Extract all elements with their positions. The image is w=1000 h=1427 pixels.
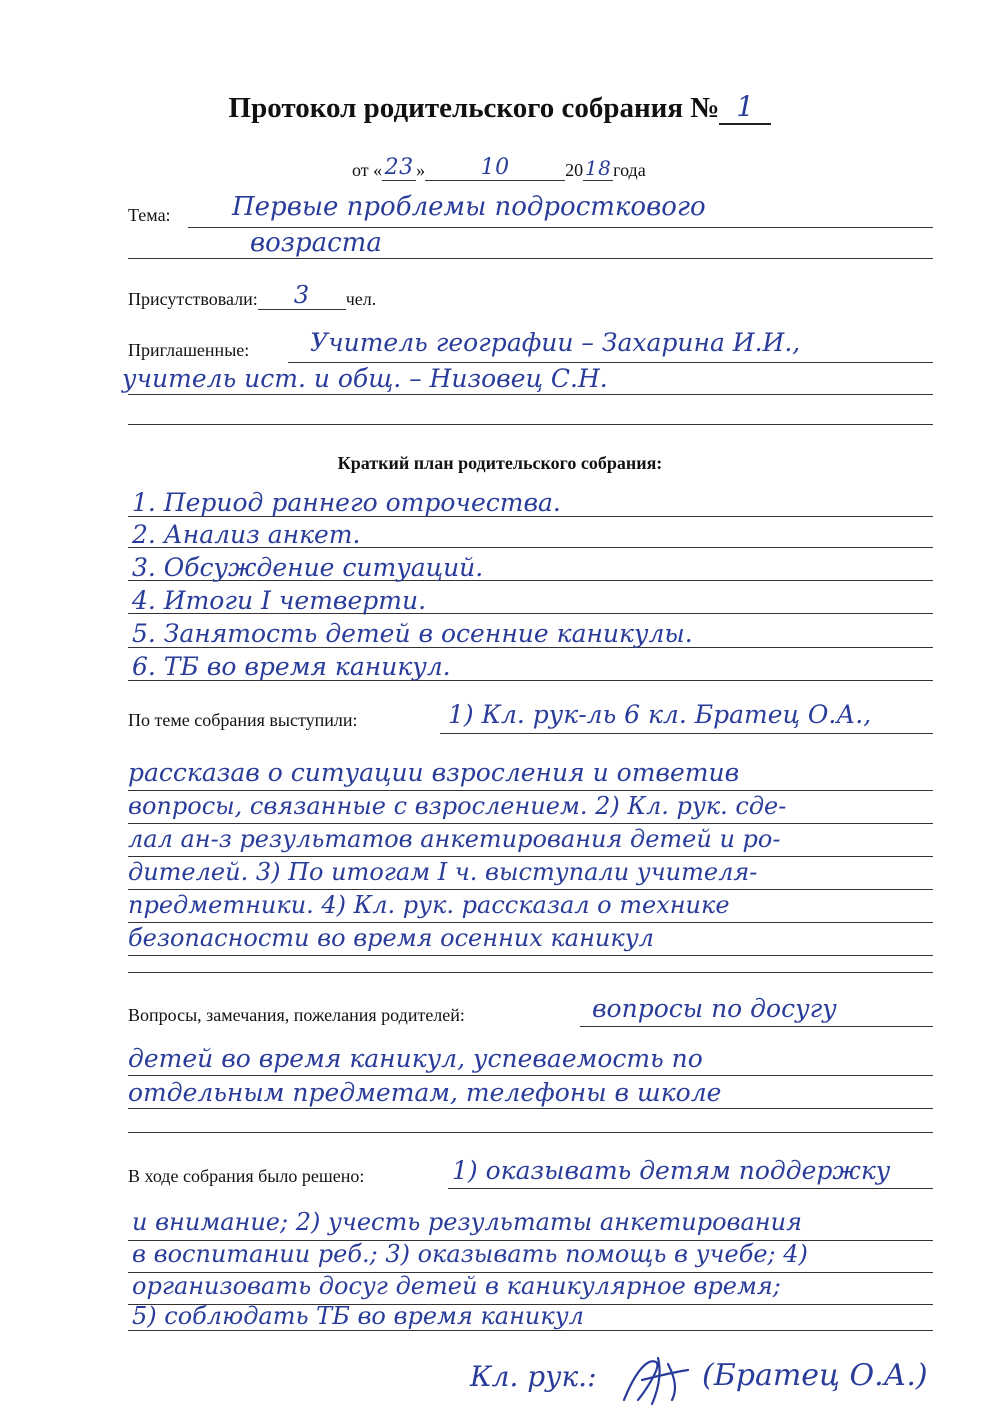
speakers-line: рассказав о ситуации взросления и ответив: [128, 758, 740, 787]
questions-line: вопросы по досугу: [592, 994, 837, 1023]
signature-mark: [618, 1350, 698, 1410]
plan-heading: Краткий план родительского собрания:: [337, 453, 663, 473]
topic-line-1: Первые проблемы подросткового: [232, 192, 706, 222]
year-word: года: [613, 160, 646, 180]
plan-item: 1. Период раннего отрочества.: [132, 488, 561, 517]
plan-item: 6. ТБ во время каникул.: [132, 652, 451, 681]
plan-item: 3. Обсуждение ситуаций.: [132, 553, 484, 582]
speakers-line: лал ан-з результатов анкетирования детей и ро-: [128, 825, 781, 853]
speakers-line: предметники. 4) Кл. рук. рассказал о технике: [128, 891, 730, 919]
present-field: [258, 281, 346, 310]
present-value: 3: [293, 281, 310, 309]
decision-line: 5) соблюдать ТБ во время каникул: [132, 1302, 584, 1330]
date-row: [352, 155, 646, 181]
year-value: 18: [584, 156, 612, 180]
questions-line: отдельным предметам, телефоны в школе: [128, 1078, 722, 1107]
decision-line: в воспитании реб.; 3) оказывать помощь в учебе; 4): [132, 1240, 808, 1268]
speakers-line: безопасности во время осенних каникул: [128, 924, 654, 952]
topic-line-2: возраста: [250, 228, 382, 258]
speakers-line: дителей. 3) По итогам I ч. выступали учителя-: [128, 858, 758, 886]
questions-line: детей во время каникул, успеваемость по: [128, 1044, 703, 1073]
decision-line: 1) оказывать детям поддержку: [452, 1156, 891, 1185]
topic-label: Тема:: [128, 205, 171, 225]
invited-line-1: Учитель географии – Захарина И.И.,: [310, 328, 801, 357]
signature-name: (Братец О.А.): [702, 1358, 928, 1393]
invited-line-2: учитель ист. и общ. – Низовец С.Н.: [122, 364, 608, 393]
month-field: [425, 155, 565, 181]
plan-item: 4. Итоги I четверти.: [132, 586, 427, 615]
month-value: 10: [480, 155, 510, 180]
date-close-quote: »: [416, 160, 426, 180]
questions-label: Вопросы, замечания, пожелания родителей:: [128, 1005, 465, 1025]
decision-line: и внимание; 2) учесть результаты анкетирования: [132, 1208, 802, 1236]
day-value: 23: [384, 155, 414, 180]
year-field: [583, 158, 613, 181]
signature-label: Кл. рук.:: [470, 1360, 597, 1393]
plan-item: 5. Занятость детей в осенние каникулы.: [132, 619, 693, 648]
protocol-number-field: [719, 90, 771, 125]
title-text: Протокол родительского собрания №: [228, 92, 720, 124]
plan-item: 2. Анализ анкет.: [132, 520, 361, 549]
year-prefix: 20: [565, 160, 584, 180]
present-label: Присутствовали:: [128, 289, 258, 309]
present-unit: чел.: [345, 289, 377, 309]
present-row: [128, 281, 377, 310]
day-field: [382, 155, 416, 181]
speakers-label: По теме собрания выступили:: [128, 710, 358, 730]
date-prefix: от «: [352, 160, 383, 180]
decision-label: В ходе собрания было решено:: [128, 1166, 365, 1186]
decision-line: организовать досуг детей в каникулярное время;: [132, 1272, 781, 1300]
invited-label: Приглашенные:: [128, 340, 250, 360]
protocol-number: 1: [736, 90, 755, 123]
page-title: [0, 92, 1000, 125]
speakers-line: 1) Кл. рук-ль 6 кл. Братец О.А.,: [448, 700, 872, 729]
speakers-line: вопросы, связанные с взрослением. 2) Кл. рук. сде-: [128, 792, 787, 820]
